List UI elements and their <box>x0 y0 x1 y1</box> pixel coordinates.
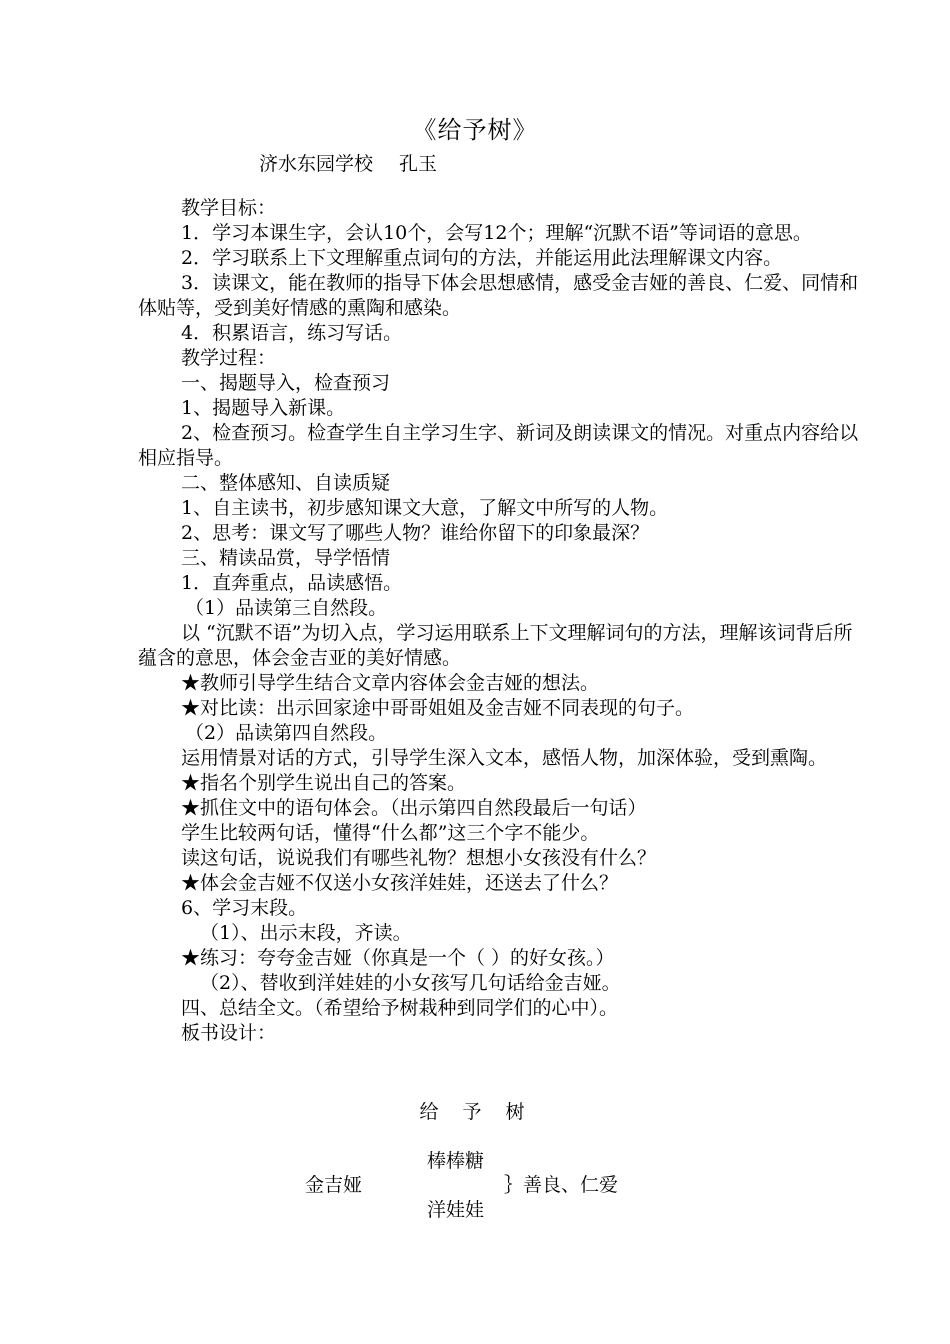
paragraph: 一、揭题导入，检查预习 <box>181 372 391 394</box>
board-item-doll: 洋娃娃 <box>427 1199 485 1221</box>
paragraph: 三、精读品赏，导学悟情 <box>181 547 391 569</box>
paragraph: 以 “沉默不语”为切入点，学习运用联系上下文理解词句的方法，理解该词背后所蕴含的意思，体会金吉亚的美好情感。 <box>138 622 853 669</box>
paragraph: （2）、替收到洋娃娃的小女孩写几句话给金吉娅。 <box>200 972 621 994</box>
paragraph: 教学过程： <box>181 347 277 369</box>
paragraph: 运用情景对话的方式，引导学生深入文本，感悟人物，加深体验，受到熏陶。 <box>181 747 828 769</box>
paragraph: 1、自主读书，初步感知课文大意，了解文中所写的人物。 <box>181 497 669 519</box>
paragraph: 6、学习末段。 <box>181 897 308 919</box>
paragraph: （2）品读第四自然段。 <box>185 722 388 744</box>
paragraph: ★体会金吉娅不仅送小女孩洋娃娃，还送去了什么？ <box>181 872 619 894</box>
paragraph: ★练习：夸夸金吉娅（你真是一个（ ）的好女孩。） <box>181 947 615 969</box>
board-item-name: 金吉娅 <box>305 1174 363 1196</box>
paragraph: 2、检查预习。检查学生自主学习生字、新词及朗读课文的情况。对重点内容给以相应指导。 <box>138 422 859 469</box>
paragraph: 1．直奔重点，品读感悟。 <box>181 572 403 594</box>
paragraph: 2、思考：课文写了哪些人物？谁给你留下的印象最深？ <box>181 522 650 544</box>
paragraph: ★教师引导学生结合文章内容体会金吉娅的想法。 <box>181 672 600 694</box>
paragraph: 4．积累语言，练习写话。 <box>181 322 403 344</box>
paragraph: ★抓住文中的语句体会。（出示第四自然段最后一句话） <box>181 797 647 819</box>
board-item-lollipop: 棒棒糖 <box>427 1150 485 1172</box>
paragraph: 板书设计： <box>181 1022 277 1044</box>
document-body <box>138 196 864 1046</box>
school-name: 济水东园学校 <box>259 153 374 175</box>
paragraph: 1、揭题导入新课。 <box>181 397 346 419</box>
paragraph: 四、总结全文。（希望给予树栽种到同学们的心中）。 <box>181 997 619 1019</box>
document-title: 《给予树》 <box>412 116 538 144</box>
paragraph: 学生比较两句话，懂得“什么都”这三个字不能少。 <box>181 822 600 844</box>
paragraph: 2．学习联系上下文理解重点词句的方法，并能运用此法理解课文内容。 <box>181 247 783 269</box>
board-item-qualities: ｝善良、仁爱 <box>504 1174 619 1196</box>
paragraph: （1）品读第三自然段。 <box>185 597 388 619</box>
paragraph: 二、整体感知、自读质疑 <box>181 472 391 494</box>
author-name: 孔玉 <box>399 153 438 175</box>
paragraph: 3．读课文，能在教师的指导下体会思想感情，感受金吉娅的善良、仁爱、同情和体贴等，受到美好情感的熏陶和感染。 <box>138 272 859 319</box>
board-design-title: 给 予 树 <box>419 1101 531 1123</box>
byline <box>259 149 437 176</box>
paragraph: 读这句话，说说我们有哪些礼物？想想小女孩没有什么？ <box>181 847 657 869</box>
paragraph: ★指名个别学生说出自己的答案。 <box>181 772 467 794</box>
paragraph: （1）、出示末段，齐读。 <box>200 922 412 944</box>
paragraph: 1．学习本课生字，会认10个，会写12个；理解“沉默不语”等词语的意思。 <box>181 222 812 244</box>
paragraph: ★对比读：出示回家途中哥哥姐姐及金吉娅不同表现的句子。 <box>181 697 695 719</box>
paragraph: 教学目标： <box>181 197 277 219</box>
